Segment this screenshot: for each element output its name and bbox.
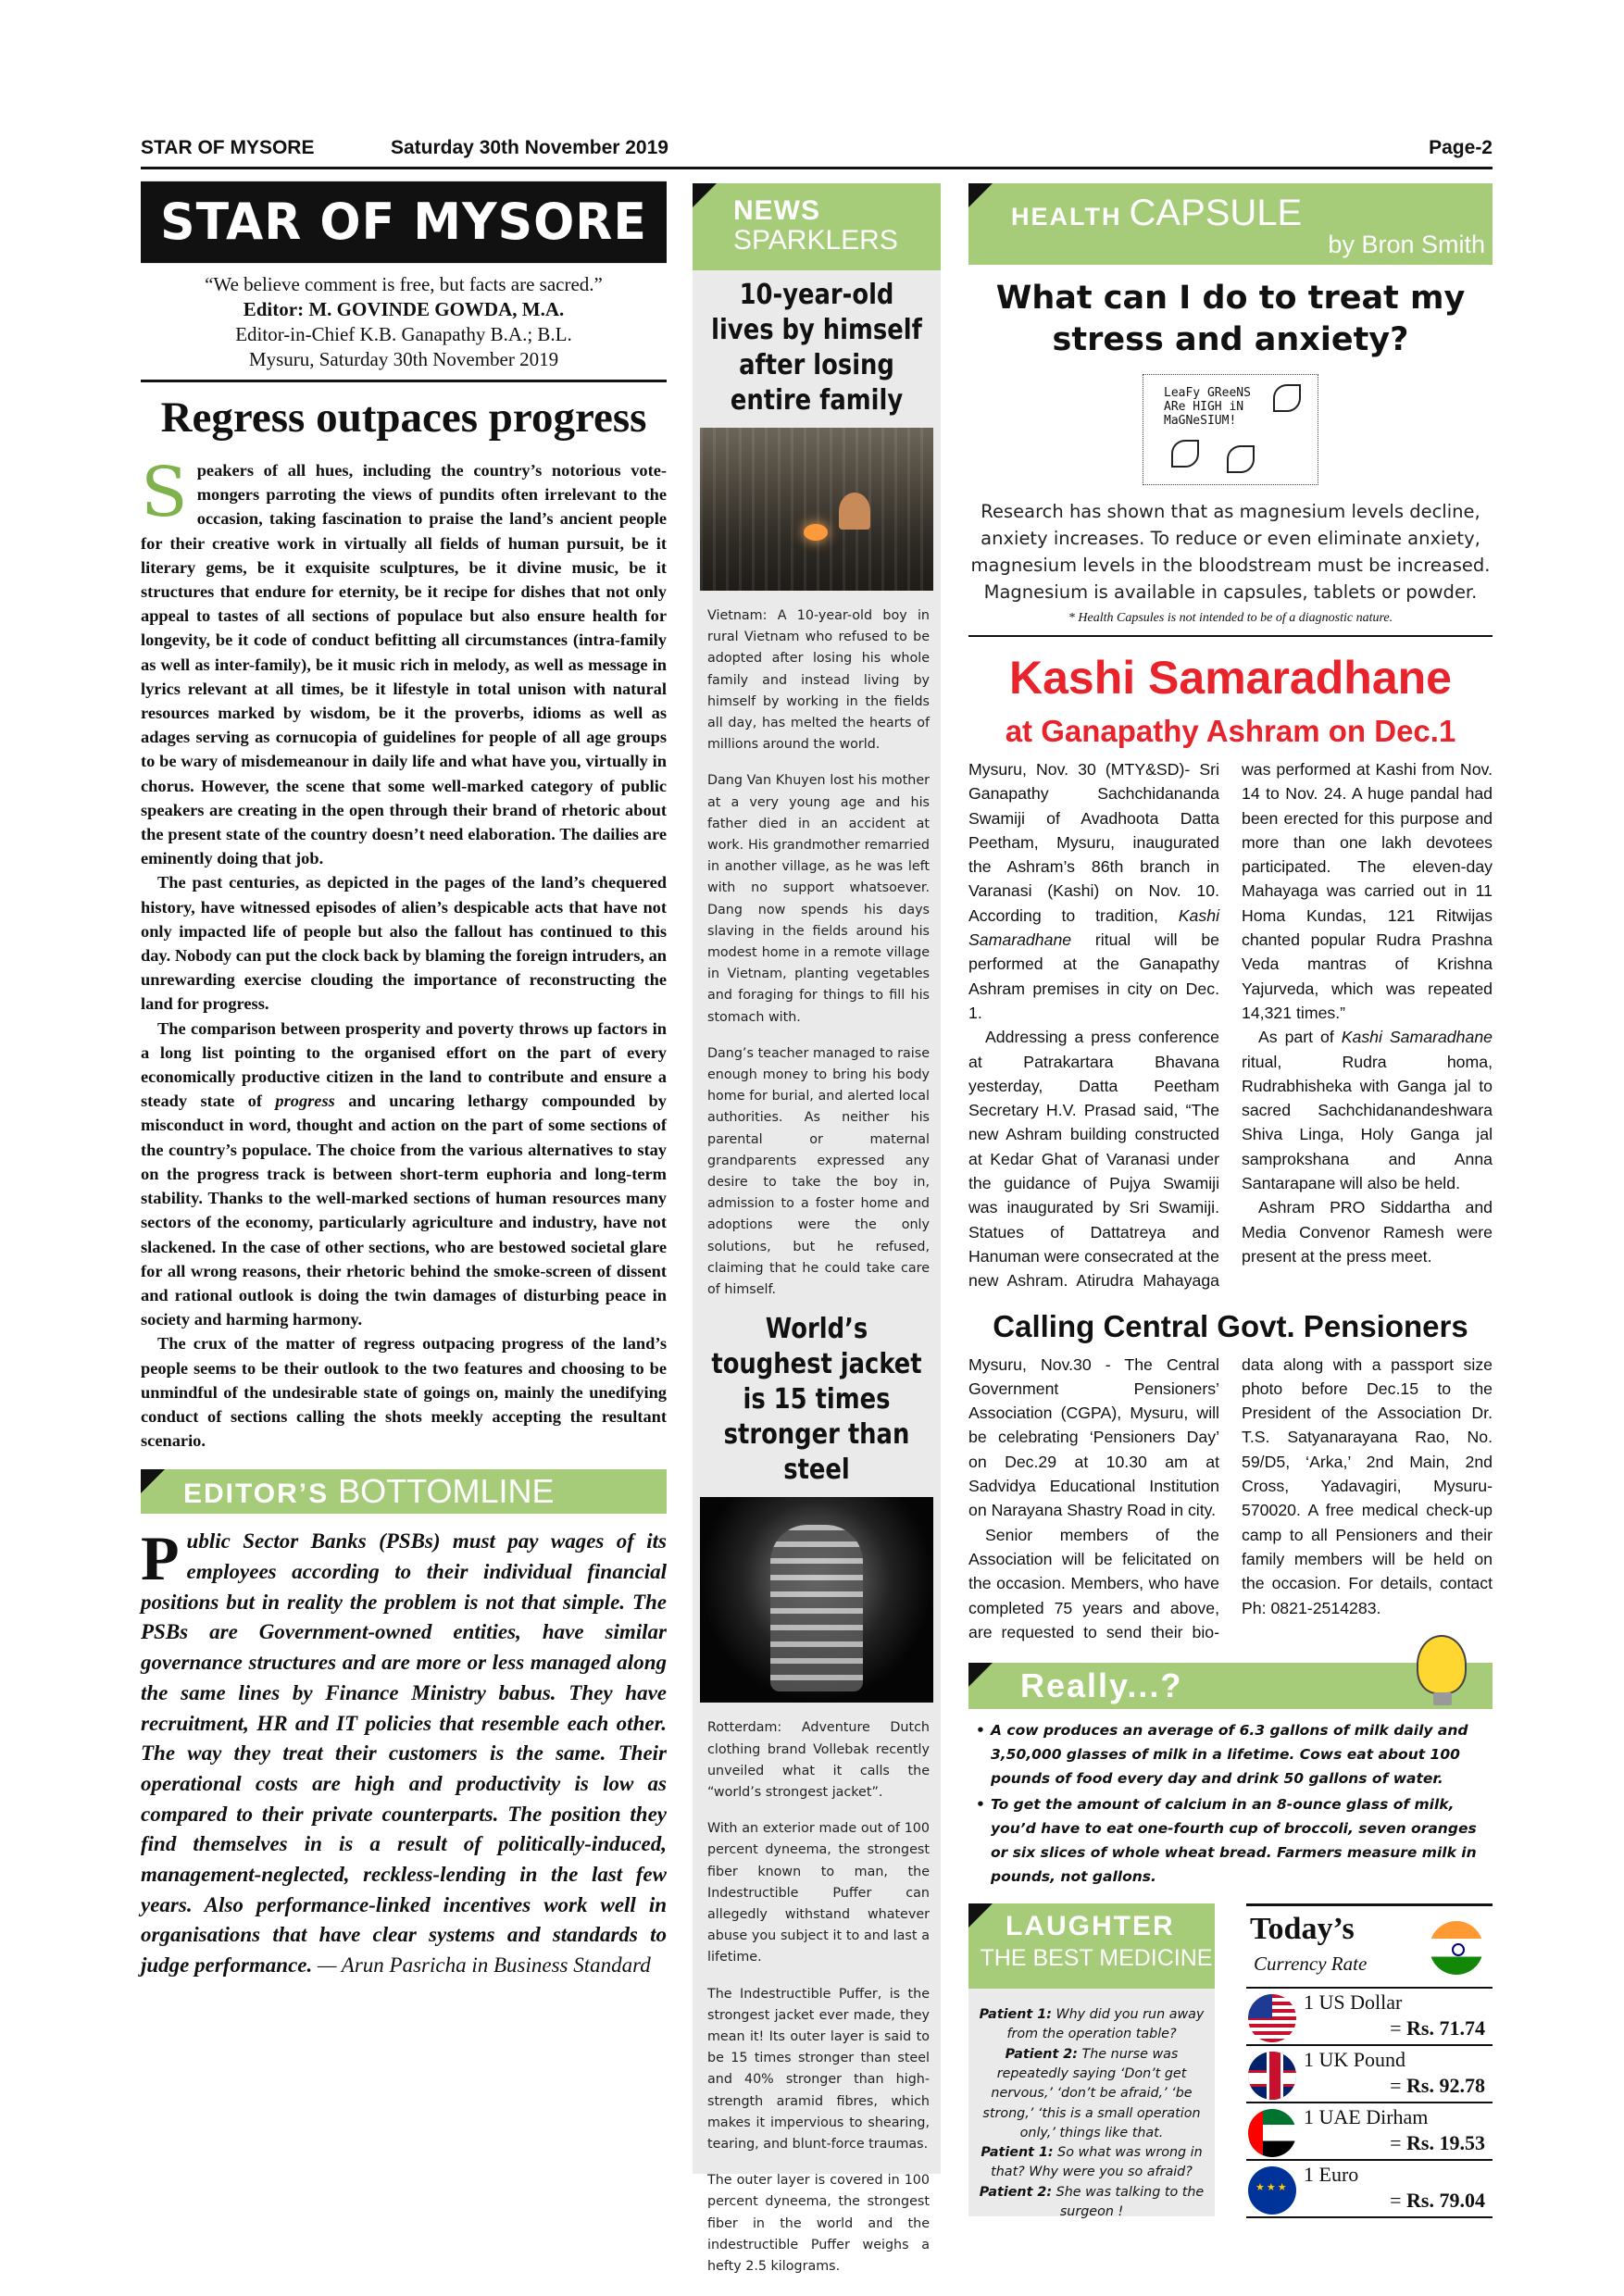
eu-flag-icon [1248,2166,1296,2215]
news-sparklers-column [693,183,941,2274]
puffer-jacket [770,1525,863,1691]
health-body: Research has shown that as magnesium levels decline, anxiety increases. To reduce or even eliminate anxiety, magnesium levels in the bloodstream must be increased. Magnesium is available in capsules, tablets or powder. [970,501,1491,603]
joke-line: Patient 2: The nurse was repeatedly saying ‘Don’t get nervous,’ ‘don’t be afraid,’ ‘be strong,’ ‘this is a small operation only,’ things like that. [982,2046,1201,2140]
editorial-dropcap: S [141,453,188,532]
currency-value: = Rs. 92.78 [1390,2074,1485,2098]
really-label: Really...? [1020,1666,1183,1705]
header-rule [141,167,1493,169]
bottomline-body: Public Sector Banks (PSBs) must pay wages of its employees according to their individual financial positions but in reality the problem is not that simple. The PSBs are Government-owned entities, have similar governance structures and are more or less managed along the same lines by Finance Ministry babus. They have recruitment, HR and IT policies that resemble each other. The way they treat their customers is the same. Their operational costs are high and productivity is low as compared to their private counterparts. The position they find themselves in is a result of politically-induced, management-neglected, reckless-lending in the last few years. Also performance-linked incentives work well in organisations that have clear systems and standards to judge performance. — Arun Pasricha in Business Standard [141,1523,667,1978]
editorial-paragraph: The past centuries, as depicted in the pages of the land’s chequered history, have witnessed episodes of alien’s despicable acts that have not only impacted life of people but also the fallout has continued to this day. Nobody can put the clock back by blaming the foreign intruders, an unrewarding exercise clouding the importance of reconstructing the land for progress. [141,873,667,1014]
currency-row [1246,2103,1493,2161]
page-header [141,137,1493,165]
jacket-photo [700,1497,933,1703]
currency-name: 1 US Dollar [1304,1990,1403,2015]
pensioners-title: Calling Central Govt. Pensioners [993,1308,1468,1343]
boy-photo [700,428,933,591]
masthead-editor: Editor: M. GOVINDE GOWDA, M.A. [243,298,565,320]
bottomline-byline: — Arun Pasricha in Business Standard [312,1953,651,1978]
editorial-body [141,453,667,1453]
hut-wall [700,428,933,591]
currency-name: 1 UK Pound [1304,2048,1406,2072]
leaf-icon [1273,384,1301,412]
leafy-greens-sketch [1143,374,1318,485]
leaf-icon [1171,440,1199,468]
editorial-title: Regress outpaces progress [160,393,647,442]
health-disclaimer: * Health Capsules is not intended to be of a diagnostic nature. [1068,611,1393,625]
kashi-paragraph: As part of Kashi Samaradhane ritual, Rudra homa, Rudrabhisheka with Ganga jal to sacred Sachchidanandeshwara Shiva Linga, Holy Ganga jal samprokshana and Anna Santarapane will also be held. [1242,1028,1493,1193]
news-sparklers-band [693,183,941,270]
kashi-title: Kashi Samaradhane [1009,652,1452,704]
currency-subtitle: Currency Rate [1254,1953,1368,1976]
currency-box [1246,1903,1493,2216]
bottomline-dropcap: P [141,1523,180,1594]
health-label1: HEALTH [1011,203,1122,231]
uk-flag-icon [1248,2052,1296,2100]
band-corner-mark [693,183,717,207]
band-corner-mark [968,1663,993,1687]
laughter-box [968,1903,1215,2220]
header-date: Saturday 30th November 2019 [391,137,668,158]
fire [804,524,828,541]
header-paper-name: STAR OF MYSORE [141,137,315,158]
story-paragraph: Dang’s teacher managed to raise enough money to bring his body home for burial, and alerted local authorities. As neither his parental or maternal grandparents expressed any desire to take the boy in, admission to a foster home and adoptions were the only solutions, but he refused, claiming that he could take care of himself. [707,1045,930,1298]
laughter-band [968,1903,1215,1989]
band-corner-mark [968,183,993,207]
bottomline-label: BOTTOMLINE [329,1472,555,1511]
health-capsule-band [968,183,1493,265]
uae-flag-icon [1248,2109,1296,2157]
band-corner-mark [141,1469,165,1493]
lightbulb-icon [1417,1635,1467,1694]
news-sparklers-label1: NEWS [733,195,820,226]
editorial-column [141,183,667,1981]
list-item: • To get the amount of calcium in an 8-ounce glass of milk, you’d have to eat one-fourth cup of broccoli, seven oranges or six slices of whole wheat bread. Farmers measure milk in pounds, not gallons. [974,1792,1493,1889]
pensioners-paragraph: Senior members of the Association will be felicitated on the occasion. Members, who have completed 75 years and above, are requested to send their bio-data along with a passport size photo before Dec.15 to the President of the Association Dr. T.S. Satyanarayana Rao, No. 59/D5, ‘Arka,’ 2nd Main, 2nd Cross, Yadavagiri, Mysuru-570020. A free medical check-up camp to all Pensioners and their family members will be held on the occasion. For details, contact Ph: 0821-2514283. [968,1354,1493,1641]
joke-text [968,1989,1215,2222]
health-title: What can I do to treat my stress and anxiety? [995,280,1466,358]
band-corner-mark [968,1903,993,1928]
story-paragraph: Dang Van Khuyen lost his mother at a very young age and his father died in an accident at work. His grandmother remarried in another village, as he was left with no support whatsoever. Dang now spends his days slaving in the fields around his modest home in a remote village in Vietnam, planting vegetables and foraging for things to fill his stomach with. [707,773,930,1025]
news-sparklers-label2: SPARKLERS [733,225,898,256]
joke-line: Patient 1: Why did you run away from the operation table? [979,2007,1205,2042]
editors-bottomline-band [141,1469,667,1514]
currency-value: = Rs. 19.53 [1390,2131,1485,2155]
masthead-info [141,272,667,372]
editorial-paragraph: Speakers of all hues, including the country’s notorious vote-mongers parroting the views of pundits often irrelevant to the occasion, taking fascination to praise the land’s ancient people for their creative work in virtually all fields of human pursuit, be it literary gems, be it exquisite sculptures, be it divine music, be it structures that endure for eternity, be it recipe for dishes that not only appeal to tastes of all sections of populace but also ensure health for longevity, be it code of conduct befitting all circumstances (intra-family as well as inter-family), be it music rich in melody, as well as message in lyrics relevant at all times, be it lifestyle in total unison with natural resources marked by wisdom, be it the proverbs, idioms as well as adages serving as cornucopia of guidelines for people of all age groups to be wary of misdemeanour in daily life and what have you, virtually in chorus. However, the scene that some well-marked category of public speakers are creating in the open through their brand of rhetoric about the present state of the country doesn’t need elaboration. The dailies are eminently doing that job. [141,453,667,868]
health-label2: CAPSULE [1129,193,1303,233]
section-rule [968,635,1493,637]
kashi-paragraph: Addressing a press conference at Patrakartara Bhavana yesterday, Datta Peetham Secretary H.V. Prasad said, “The new Ashram building constructed at Kedar Ghat of Varanasi under the guidance of Pujya Swamiji was inaugurated by Sri Swamiji. Statues of Dattatreya and Hanuman were consecrated at the new Ashram. Atirudra Mahayaga was performed at Kashi from Nov. 14 to Nov. 24. A huge pandal had been erected for this purpose and more than one lakh devotees participated. The eleven-day Mahayaga was carried out in 11 Homa Kundas, 121 Ritwijas chanted popular Rudra Prashna Veda mantras of Krishna Yajurveda, which was repeated 14,321 times.” [968,760,1493,1291]
kashi-subtitle: at Ganapathy Ashram on Dec.1 [1005,714,1456,748]
india-flag-icon [1430,1921,1483,1975]
story-body [693,1717,941,2277]
masthead-rule [141,380,667,382]
masthead-motto: “We believe comment is free, but facts are sacred.” [205,273,603,295]
really-facts [968,1718,1493,1889]
kashi-paragraph: Ashram PRO Siddartha and Media Convenor Ramesh were present at the press meet. [1242,1198,1493,1266]
story-paragraph: Rotterdam: Adventure Dutch clothing brand Vollebak recently unveiled what it calls the “world’s strongest jacket”. [707,1720,930,1800]
bottom-boxes [968,1903,1493,2220]
kashi-paragraph: Mysuru, Nov. 30 (MTY&SD)- Sri Ganapathy Sachchidananda Swamiji of Avadhoota Datta Peetham, Mysuru, inaugurated the Ashram’s 86th branch in Varanasi (Kashi) on Nov. 10. According to tradition, Kashi Samaradhane ritual will be performed at the Ganapathy Ashram premises in city on Dec. 1. [968,760,1219,1022]
currency-row [1246,1989,1493,2046]
boy-figure [839,493,870,530]
currency-title: Today’s [1250,1912,1355,1947]
health-byline: by Bron Smith [1328,231,1485,258]
story-paragraph: The outer layer is covered in 100 percent dyneema, the strongest fiber in the world and the indestructible Puffer weighs a hefty 2.5 kilograms. [707,2173,930,2274]
joke-line: Patient 2: She was talking to the surgeon ! [979,2184,1205,2220]
story-body [693,605,941,1301]
pensioners-paragraph: Mysuru, Nov.30 - The Central Government Pensioners’ Association (CGPA), Mysuru, will be celebrating ‘Pensioners Day’ on Dec.29 at 10.30 am at Sadvidya Educational Institution on Narayana Shastry Road in city. [968,1354,1219,1520]
right-column [968,183,1493,2220]
story-title: World’s toughest jacket is 15 times stronger than steel [711,1313,922,1487]
really-band [968,1663,1493,1709]
currency-value: = Rs. 71.74 [1390,2016,1485,2040]
list-item: • A cow produces an average of 6.3 gallons of milk daily and 3,50,000 glasses of milk in a lifetime. Cows eat about 100 pounds of food every day and drink 50 gallons of water. [974,1718,1493,1791]
joke-line: Patient 1: So what was wrong in that? Why were you so afraid? [981,2145,1203,2180]
story-title: 10-year-old lives by himself after losing entire family [711,279,922,417]
editorial-paragraph: The comparison between prosperity and poverty throws up factors in a long list pointing to the organised effort on the part of every economically productive citizen in the land to contribute and ensure a steady state of progress and uncaring lethargy compounded by misconduct in word, thought and action on the part of some sections of the country’s populace. The choice from the various alternatives to stay on the progress track is between short-term euphoria and long-term stability. Thanks to the well-marked sections of human resources many sectors of the economy, particularly agriculture and industry, have not slackened. In the case of other sections, who are bestowed societal glare for all wrong reasons, their rhetoric behind the smoke-screen of dissent and rational outlook is doing the twin damages of disturbing peace in society and harming harmony. [141,1018,667,1329]
currency-row [1246,2046,1493,2103]
currency-row [1246,2161,1493,2218]
story-paragraph: With an exterior made out of 100 percent dyneema, the strongest fiber known to man, the Indestructible Puffer can allegedly withstand whatever abuse you subject it to and last a lifetime. [707,1821,930,1965]
currency-header [1246,1903,1493,1989]
us-flag-icon [1248,1994,1296,2042]
header-page-number: Page-2 [1429,137,1493,158]
bottomline-label-bold: EDITOR’S [183,1479,330,1510]
masthead-dateline: Mysuru, Saturday 30th November 2019 [248,348,559,370]
kashi-body [968,757,1493,1293]
story-paragraph: Vietnam: A 10-year-old boy in rural Vietnam who refused to be adopted after losing his whole family and instead living by himself by working in the fields all day, has melted the hearts of millions around the world. [707,608,930,753]
masthead-editor-in-chief: Editor-in-Chief K.B. Ganapathy B.A.; B.L. [235,323,572,345]
sketch-caption: LeaFy GReeNS ARe HIGH iN MaGNeSIUM! [1164,386,1251,428]
currency-name: 1 UAE Dirham [1304,2105,1429,2129]
editorial-paragraph: The crux of the matter of regress outpacing progress of the land’s people seems to be their outlook to the two features and choosing to be unmindful of the undesirable state of goings on, mainly the unedifying conduct of sections calling the shots meekly accepting the resultant scenario. [141,1334,667,1451]
currency-value: = Rs. 79.04 [1390,2189,1485,2213]
story-paragraph: The Indestructible Puffer, is the strongest jacket ever made, they mean it! Its outer layer is said to be 15 times stronger than steel and 40% stronger than high-strength aramid fibres, which makes it impervious to shearing, tearing, and blunt-force traumas. [707,1986,930,2152]
masthead-logo: STAR OF MYSORE [141,181,667,263]
laughter-label2: THE BEST MEDICINE [980,1945,1213,1972]
currency-name: 1 Euro [1304,2163,1359,2187]
laughter-label1: LAUGHTER [1006,1911,1175,1942]
leaf-icon [1227,445,1255,473]
pensioners-body [968,1353,1493,1645]
